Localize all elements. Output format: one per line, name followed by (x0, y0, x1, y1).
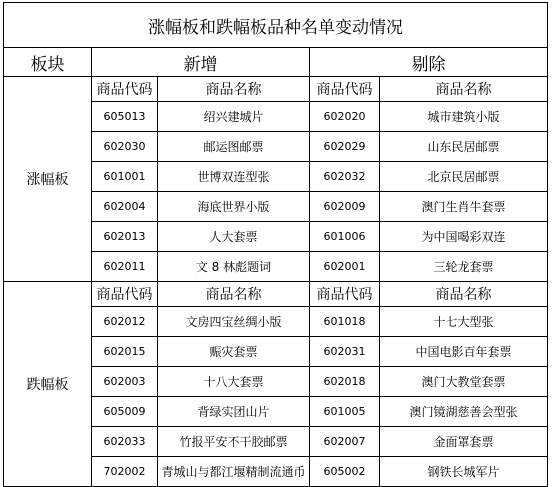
removed-code: 602007 (310, 427, 380, 457)
added-name: 人大套票 (158, 222, 310, 252)
added-name: 文房四宝丝绸小版 (158, 307, 310, 337)
added-name: 文 8 林彪题词 (158, 252, 310, 282)
subheader-rem-code: 商品代码 (310, 77, 380, 102)
subheader-row (4, 282, 548, 307)
header-row (4, 48, 548, 77)
subheader-rem-name: 商品名称 (380, 77, 548, 102)
removed-code: 602020 (310, 102, 380, 132)
removed-code: 601005 (310, 397, 380, 427)
removed-code: 601018 (310, 307, 380, 337)
added-name: 邮运图邮票 (158, 132, 310, 162)
subheader-row (4, 77, 548, 102)
added-name: 青城山与都江堰精制流通币 (158, 457, 310, 487)
removed-name: 三轮龙套票 (380, 252, 548, 282)
removed-code: 602031 (310, 337, 380, 367)
added-code: 602011 (92, 252, 158, 282)
added-code: 602015 (92, 337, 158, 367)
removed-name: 为中国喝彩双连 (380, 222, 548, 252)
table-title-row (4, 3, 548, 48)
added-code: 601001 (92, 162, 158, 192)
removed-name: 澳门大教堂套票 (380, 367, 548, 397)
removed-name: 十七大型张 (380, 307, 548, 337)
added-code: 602003 (92, 367, 158, 397)
removed-name: 钢铁长城军片 (380, 457, 548, 487)
removed-code: 602018 (310, 367, 380, 397)
header-added: 新增 (92, 48, 310, 77)
added-code: 602030 (92, 132, 158, 162)
table-title: 涨幅板和跌幅板品种名单变动情况 (4, 3, 548, 48)
subheader-add-name: 商品名称 (158, 77, 310, 102)
added-name: 世博双连型张 (158, 162, 310, 192)
removed-code: 602009 (310, 192, 380, 222)
removed-name: 金面罩套票 (380, 427, 548, 457)
added-name: 海底世界小版 (158, 192, 310, 222)
removed-name: 北京民居邮票 (380, 162, 548, 192)
added-name: 绍兴建城片 (158, 102, 310, 132)
added-code: 602033 (92, 427, 158, 457)
removed-name: 山东民居邮票 (380, 132, 548, 162)
added-name: 赈灾套票 (158, 337, 310, 367)
board-label-fall: 跌幅板 (4, 282, 92, 487)
board-label-rise: 涨幅板 (4, 77, 92, 282)
subheader-rem-name: 商品名称 (380, 282, 548, 307)
added-code: 605009 (92, 397, 158, 427)
stamp-board-change-table (3, 2, 548, 487)
subheader-add-code: 商品代码 (92, 77, 158, 102)
header-removed: 剔除 (310, 48, 548, 77)
removed-name: 澳门生肖牛套票 (380, 192, 548, 222)
header-board: 板块 (4, 48, 92, 77)
removed-name: 中国电影百年套票 (380, 337, 548, 367)
added-name: 十八大套票 (158, 367, 310, 397)
subheader-add-code: 商品代码 (92, 282, 158, 307)
removed-code: 601006 (310, 222, 380, 252)
added-code: 702002 (92, 457, 158, 487)
subheader-rem-code: 商品代码 (310, 282, 380, 307)
removed-code: 602001 (310, 252, 380, 282)
added-name: 背绿实团山片 (158, 397, 310, 427)
removed-code: 602032 (310, 162, 380, 192)
stamp-board-change-table-container (3, 2, 548, 487)
removed-name: 城市建筑小版 (380, 102, 548, 132)
removed-code: 602029 (310, 132, 380, 162)
added-name: 竹报平安不干胶邮票 (158, 427, 310, 457)
added-code: 605013 (92, 102, 158, 132)
subheader-add-name: 商品名称 (158, 282, 310, 307)
added-code: 602012 (92, 307, 158, 337)
removed-code: 605002 (310, 457, 380, 487)
added-code: 602013 (92, 222, 158, 252)
added-code: 602004 (92, 192, 158, 222)
removed-name: 澳门镜湖慈善会型张 (380, 397, 548, 427)
